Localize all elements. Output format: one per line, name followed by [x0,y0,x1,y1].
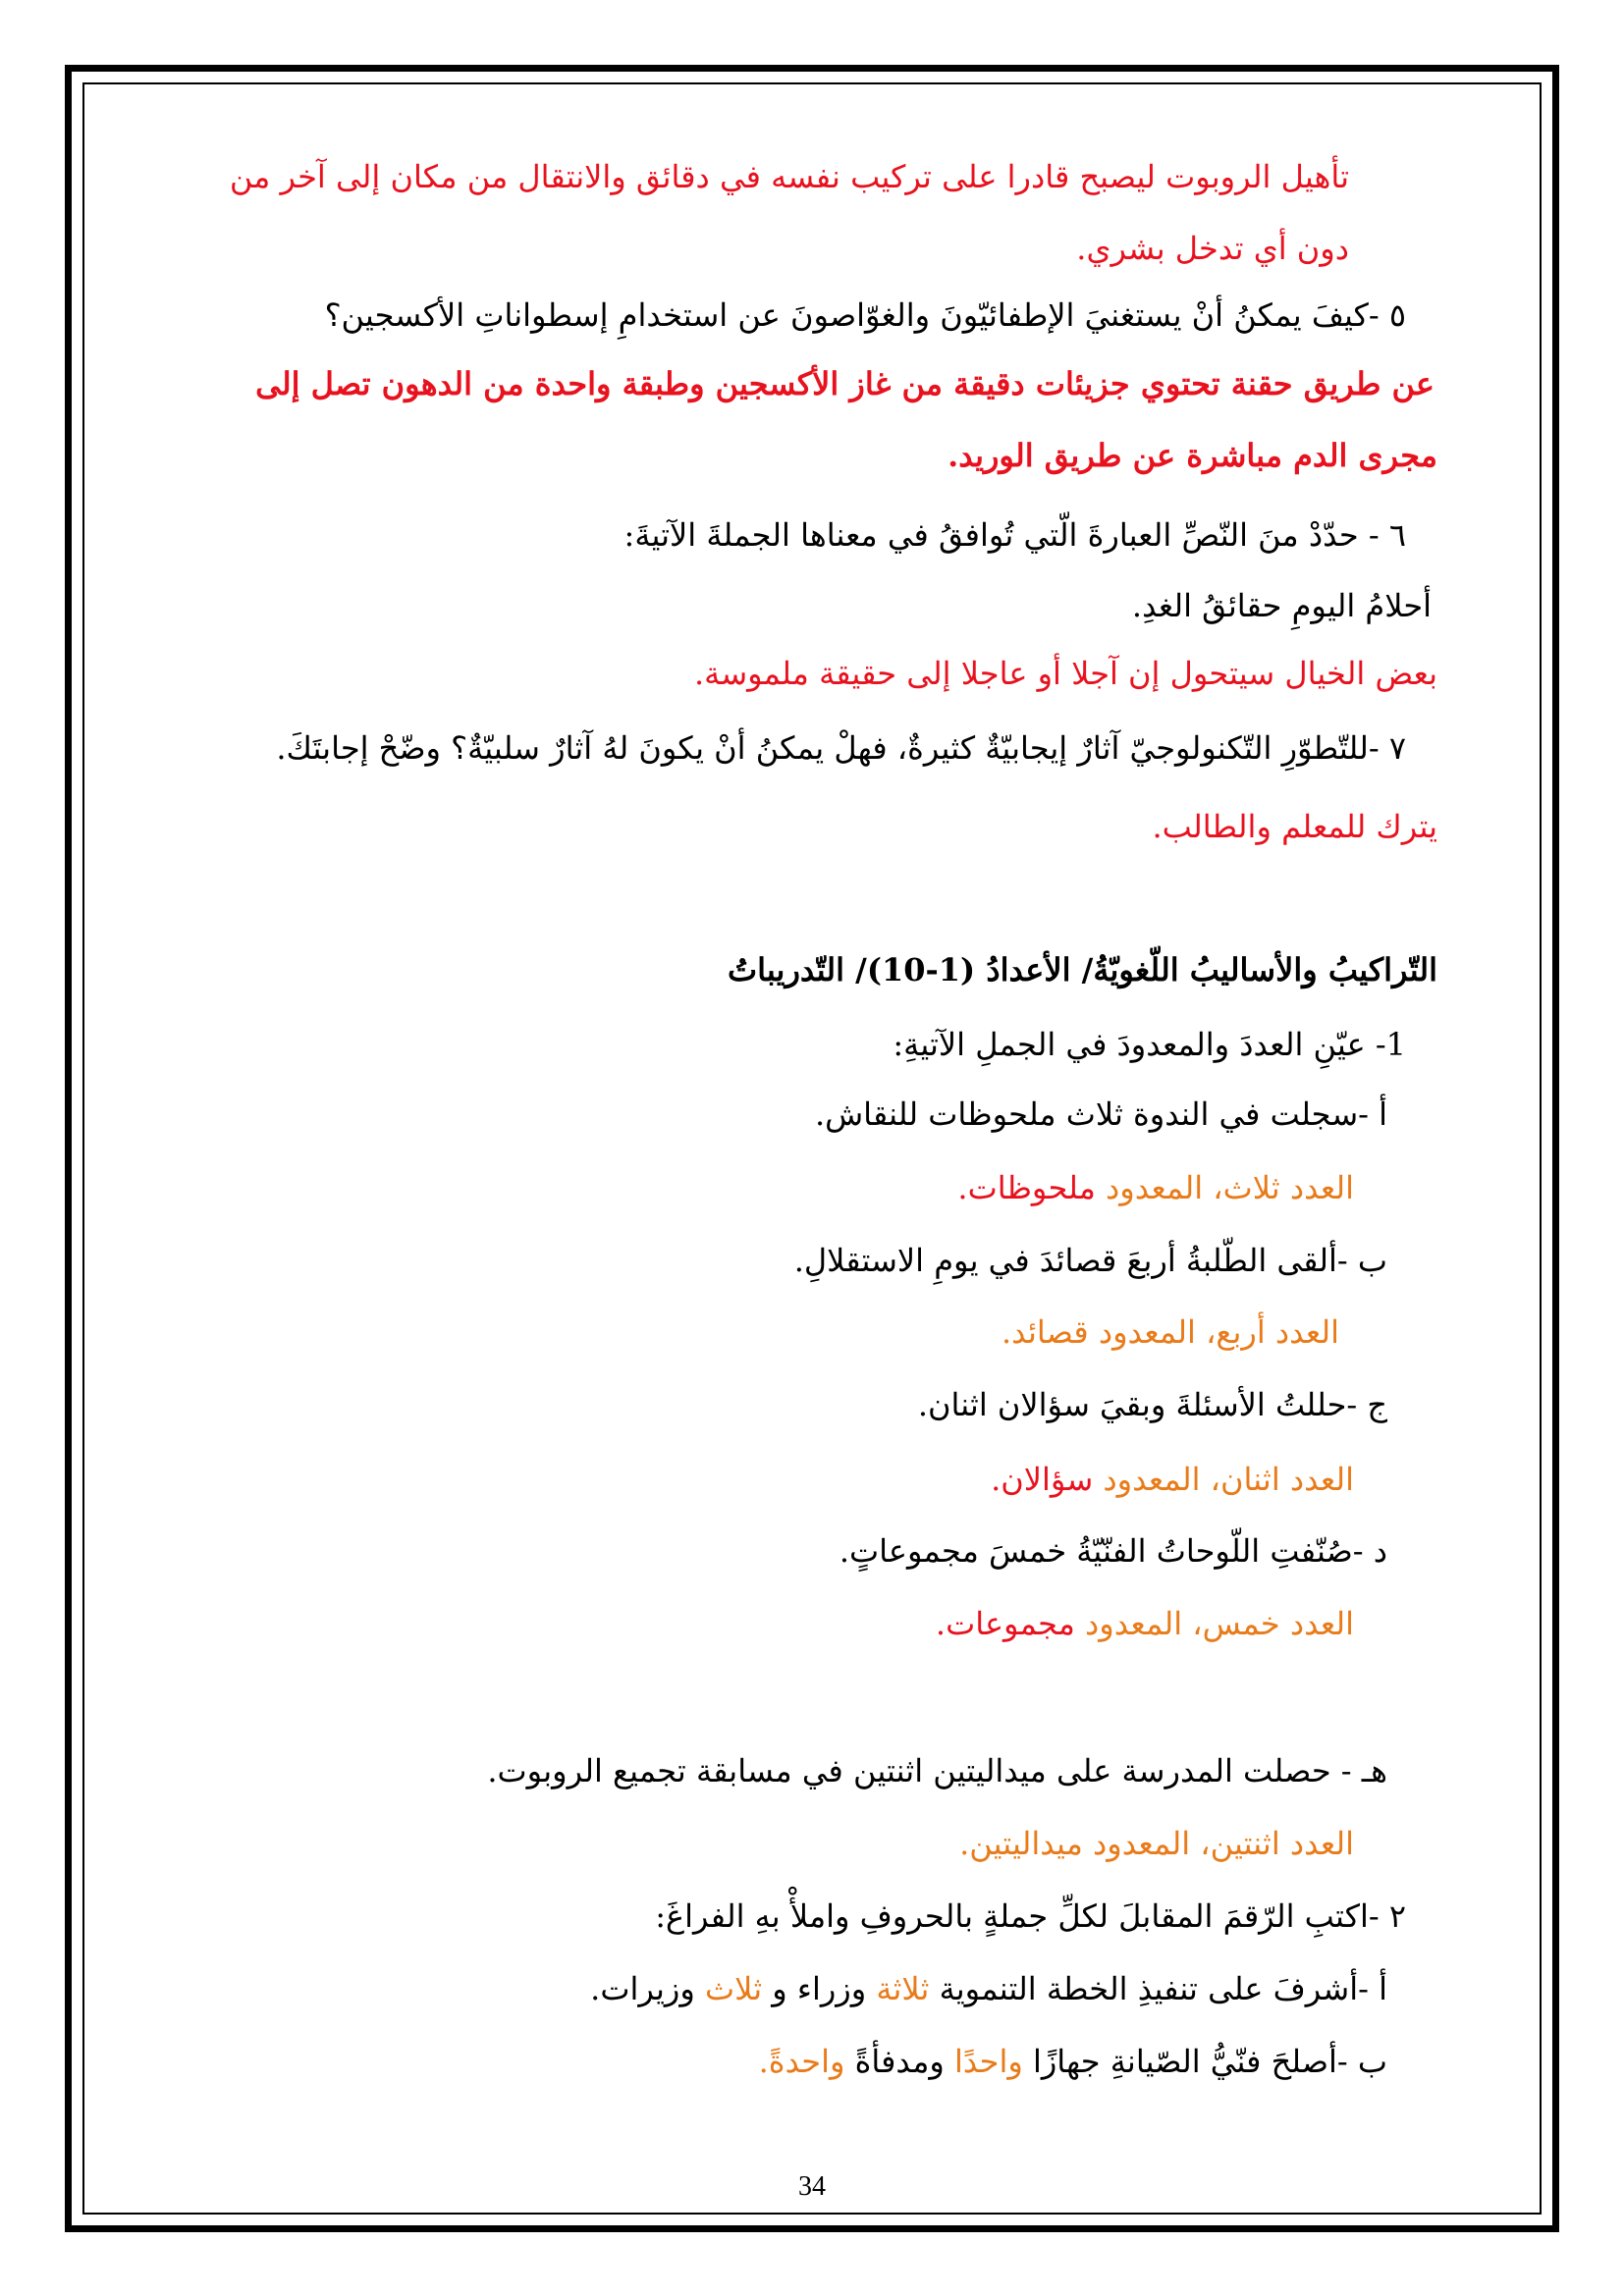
exercise-1-item-c: ج -حللتُ الأسئلةَ وبقيَ سؤالان اثنان. [917,1386,1387,1423]
answer-5-line-2: مجرى الدم مباشرة عن طريق الوريد. [947,437,1437,474]
ex2-b-answer-2: واحدةً. [758,2043,845,2080]
ex2-a-answer-1: ثلاثة [876,1970,930,2007]
ex2-a-part-1: أ -أشرفَ على تنفيذِ الخطة التنموية [929,1970,1387,2007]
exercise-1-answer-a [957,1168,1354,1207]
exercise-1-item-a: أ -سجلت في الندوة ثلاث ملحوظات للنقاش. [814,1095,1387,1133]
exercise-2-title: ٢ -اكتبِ الرّقمَ المقابلَ لكلِّ جملةٍ بالحروفِ واملأْ بهِ الفراغَ: [655,1897,1406,1935]
answer-c-part-1: العدد اثنان، المعدود [1093,1461,1354,1498]
answer-d-part-1: العدد خمس، المعدود [1074,1605,1354,1642]
ex2-b-part-1: ب -أصلحَ فنّيُّ الصّيانةِ جهازًا [1022,2043,1387,2080]
exercise-1-item-b: ب -ألقى الطّلبةُ أربعَ قصائدَ في يومِ الاستقلالِ. [793,1242,1387,1279]
answer-7: يترك للمعلم والطالب. [1152,808,1437,845]
question-5: ٥ -كيفَ يمكنُ أنْ يستغنيَ الإطفائيّونَ والغوّاصونَ عن استخدامِ إسطواناتِ الأكسجين؟ [324,296,1406,334]
question-6: ٦ - حدّدْ منَ النّصِّ العبارةَ الّتي تُوافقُ في معناها الجملةَ الآتيةَ: [623,516,1406,554]
exercise-1-answer-d [936,1604,1354,1643]
answer-line-robot-2: دون أي تدخل بشري. [1076,230,1349,267]
answer-d-part-2: مجموعات. [935,1605,1075,1642]
question-7: ٧ -للتّطوّرِ التّكنولوجيّ آثارٌ إيجابيّةٌ كثيرةٌ، فهلْ يمكنُ أنْ يكونَ لهُ آثارٌ سلبيّةٌ؟ وضّحْ إجابتَكَ. [276,729,1406,767]
exercise-1-item-d: د -صُنّفتِ اللّوحاتُ الفنّيّةُ خمسَ مجموعاتٍ. [839,1532,1387,1570]
exercise-2-item-b [759,2042,1387,2081]
page-number: 34 [798,2171,826,2202]
section-heading: التّراكيبُ والأساليبُ اللّغويّةُ/ الأعدادُ (1-10)/ التّدريباتُ [728,951,1437,988]
exercise-1-answer-c [991,1460,1354,1499]
ex2-b-answer-1: واحدًا [953,2043,1023,2080]
ex2-a-part-2: وزراء و [762,1970,877,2007]
exercise-1-answer-b: العدد أربع، المعدود قصائد. [1001,1313,1339,1351]
answer-a-part-2: ملحوظات. [957,1169,1096,1206]
exercise-1-answer-e: العدد اثنتين، المعدود ميداليتين. [959,1825,1354,1862]
answer-5-line-1: عن طريق حقنة تحتوي جزيئات دقيقة من غاز الأكسجين وطبقة واحدة من الدهون تصل إلى [255,365,1435,402]
answer-c-part-2: سؤالان. [991,1461,1094,1498]
exercise-2-item-a [590,1969,1387,2008]
answer-a-part-1: العدد ثلاث، المعدود [1095,1169,1354,1206]
ex2-a-answer-2: ثلاث [704,1970,763,2007]
answer-line-robot-1: تأهيل الروبوت ليصبح قادرا على تركيب نفسه في دقائق والانتقال من مكان إلى آخر من [229,158,1349,195]
exercise-1-title: 1- عيّنِ العددَ والمعدودَ في الجملِ الآتيةِ: [893,1026,1406,1063]
exercise-1-item-e: هـ - حصلت المدرسة على ميداليتين اثنتين في مسابقة تجميع الروبوت. [487,1752,1387,1789]
answer-6: بعض الخيال سيتحول إن آجلا أو عاجلا إلى حقيقة ملموسة. [693,655,1437,692]
ex2-a-part-3: وزيرات. [590,1970,705,2007]
question-6-phrase: أحلامُ اليومِ حقائقُ الغدِ. [1131,587,1432,624]
ex2-b-part-2: ومدفأةً [844,2043,954,2080]
